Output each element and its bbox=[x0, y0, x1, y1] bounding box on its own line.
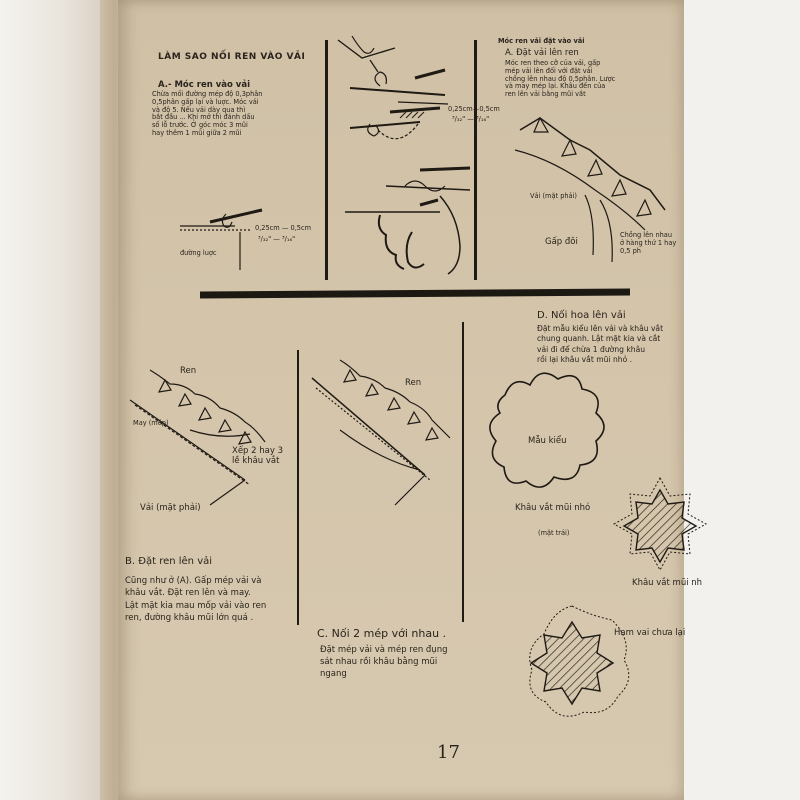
part-a2-sub: A. Đặt vải lên ren bbox=[505, 48, 579, 58]
section-title: LÀM SAO NỐI REN VÀO VẢI bbox=[158, 52, 306, 62]
label-fold-b: Xếp 2 hay 3 lề khâu vắt bbox=[232, 446, 283, 467]
measure-label-1: 0,25cm — 0,5cm bbox=[255, 224, 312, 232]
part-b-heading: B. Đặt ren lên vải bbox=[125, 556, 213, 567]
flower-motif-illustration bbox=[490, 373, 604, 487]
measure-label-2b: ³/₃₂" — ³/₁₆" bbox=[452, 115, 490, 123]
label-tack-line: đường luợc bbox=[180, 249, 217, 257]
lace-on-fabric-illustration-b bbox=[130, 370, 265, 505]
measure-label-2: 0,25cm—0,5cm bbox=[448, 105, 500, 113]
label-fabric-right-side: Vải (mặt phải) bbox=[530, 192, 578, 200]
measure-label-1b: ³/₃₂" — ³/₁₆" bbox=[258, 235, 296, 243]
part-c-body: Đặt mép vải và mép ren đụng sát nhau rồi khâu bằng mũi ngang bbox=[320, 645, 448, 679]
label-hem: Ham vai chưa lại bbox=[614, 628, 686, 638]
label-motif: Mẫu kiểu bbox=[528, 436, 567, 446]
part-a-heading: A.- Móc ren vào vải bbox=[158, 80, 250, 90]
page-number: 17 bbox=[437, 742, 460, 763]
part-b-body: Cũng như ở (A). Gấp mép vải và khâu vắt. Đặt ren lên và may. Lật mặt kia mau mốp vải vào ren ren, đường khâu mũi lớn quá . bbox=[125, 576, 267, 623]
part-a2-heading: Móc ren vải đặt vào vải bbox=[498, 37, 585, 45]
part-a-body: Chừa mối đường mép độ 0,3phân 0,5phân gấp lại và luợc. Móc vải và độ 5. Nếu vải dày qua thì bắt đầu ... Khi mở thì đánh dấu số lỗ trước. Ở góc móc 3 mũi hay thêm 1 mũi giữa 2 mũi bbox=[152, 90, 263, 137]
label-overlap: Chồng lên nhau ở hàng thứ 1 hay 0,5 ph bbox=[620, 231, 677, 255]
part-c-heading: C. Nối 2 mép với nhau . bbox=[317, 627, 447, 640]
needle-illustration-a bbox=[180, 210, 262, 270]
label-back-side: (mặt trái) bbox=[538, 529, 570, 537]
part-d-heading: D. Nối hoa lên vải bbox=[537, 310, 626, 321]
label-lace-b: Ren bbox=[180, 366, 197, 376]
label-seam-b: May (mép) bbox=[133, 419, 169, 427]
lace-joined-illustration-c bbox=[312, 360, 450, 505]
star-motif-right bbox=[614, 478, 706, 570]
label-fold-double: Gấp đôi bbox=[545, 237, 578, 247]
label-small-stitch-2: Khâu vắt mũi nh bbox=[632, 578, 703, 588]
part-d-body: Đặt mẫu kiểu lên vải và khâu vắt chung quanh. Lật mặt kia và cắt vải đi để chừa 1 đường khâu rồi lại khâu vắt mũi nhỏ . bbox=[537, 324, 664, 364]
star-motif-bottom bbox=[530, 606, 629, 716]
crochet-steps-illustration bbox=[338, 36, 470, 274]
label-fabric-b: Vải (mặt phải) bbox=[140, 503, 201, 513]
label-lace-c: Ren bbox=[405, 378, 422, 388]
label-small-stitch: Khâu vắt mũi nhỏ bbox=[515, 503, 591, 513]
part-a2-body: Móc ren theo cỡ của vải, gấp mép vải lên đối với đặt vải chồng lên nhau độ 0,5phân. Lược và may mép lại. Khâu đến của ren lên vải bằng mũi vắt bbox=[505, 59, 616, 99]
